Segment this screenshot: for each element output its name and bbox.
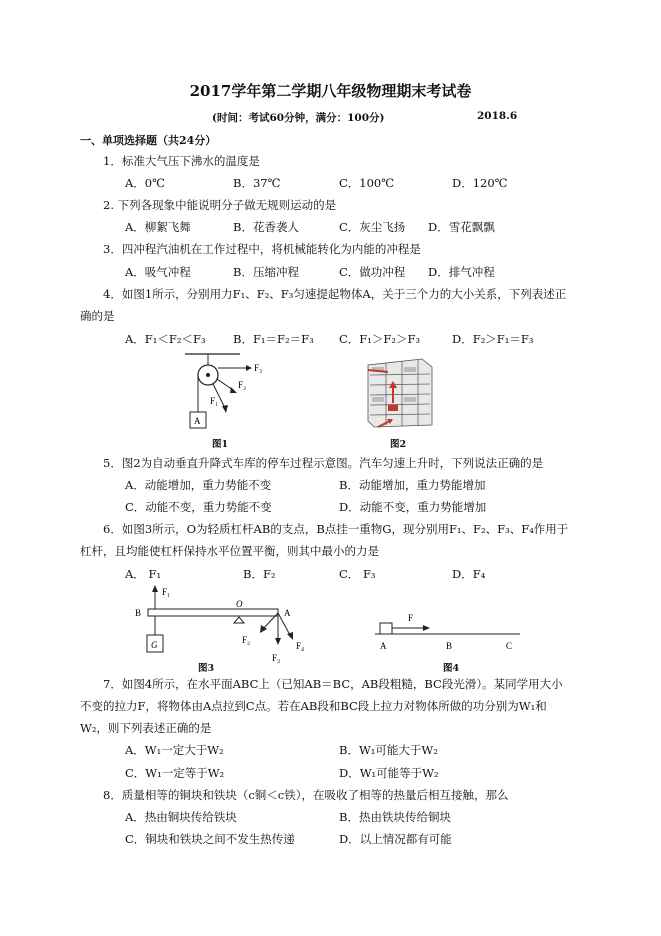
figure-1-caption: 图1 xyxy=(212,439,229,450)
exam-date: 2018.6 xyxy=(477,110,518,122)
q4-option-a: A．F₁＜F₂＜F₃ xyxy=(125,332,206,346)
car-icon xyxy=(404,397,416,402)
rising-car xyxy=(388,405,398,411)
q1-stem: 1．标准大气压下沸水的温度是 xyxy=(103,154,260,168)
q8-stem: 8．质量相等的铜块和铁块（c铜＜c铁），在吸收了相等的热量后相互接触，那么 xyxy=(103,788,509,802)
point-c-label: C xyxy=(506,641,513,651)
q2-option-d: D．雪花飘飘 xyxy=(428,220,495,234)
q7-option-b: B．W₁可能大于W₂ xyxy=(339,743,438,757)
q3-stem: 3．四冲程汽油机在工作过程中，将机械能转化为内能的冲程是 xyxy=(103,242,421,256)
q8-option-d: D．以上情况都有可能 xyxy=(339,832,452,846)
q1-option-b: B．37℃ xyxy=(233,176,281,190)
section-heading: 一、单项选择题（共24分） xyxy=(80,134,217,147)
f3-label: F₃ xyxy=(272,653,281,663)
q3-option-b: B．压缩冲程 xyxy=(233,265,299,279)
q2-option-b: B．花香袭人 xyxy=(233,220,299,234)
q2-stem: 2. 下列各现象中能说明分子做无规则运动的是 xyxy=(103,198,337,212)
q4-option-d: D．F₂＞F₁＝F₃ xyxy=(452,332,534,346)
f4-label: F₄ xyxy=(296,641,305,651)
point-b-label: B xyxy=(446,641,453,651)
q6-option-b: B．F₂ xyxy=(243,567,276,581)
q1-option-a: A．0℃ xyxy=(125,176,165,190)
f1-label: F₁ xyxy=(162,587,171,597)
force-f2-head xyxy=(230,387,237,393)
figure-1-pulley xyxy=(180,352,270,432)
figure-3-lever xyxy=(130,585,330,665)
q6-option-a: A． F₁ xyxy=(125,567,162,581)
f-label: F xyxy=(408,613,414,623)
q7-stem-line2: 不变的拉力F，将物体由A点拉到C点。若在AB段和BC段上拉力对物体所做的功分别为W₁和 xyxy=(80,699,547,713)
g-label: G xyxy=(151,640,158,650)
point-a-label: A xyxy=(380,641,387,651)
q6-stem-line1: 6．如图3所示，O为轻质杠杆AB的支点，B点挂一重物G，现分别用F₁、F₂、F₃、F₄作用于 xyxy=(103,522,569,536)
q2-option-c: C．灰尘飞扬 xyxy=(339,220,406,234)
q6-option-c: C． F₃ xyxy=(339,567,376,581)
car-icon xyxy=(404,367,416,372)
f1-label: F₁ xyxy=(210,396,219,406)
block-a-label: A xyxy=(194,416,201,426)
f2-label: F₂ xyxy=(238,380,247,390)
force-f2-arrow xyxy=(217,379,233,390)
b-label: B xyxy=(135,608,142,618)
q7-stem-line1: 7．如图4所示，在水平面ABC上（已知AB＝BC，AB段粗糙，BC段光滑）。某同学用大小 xyxy=(103,677,563,691)
o-label: O xyxy=(236,599,243,609)
q5-option-c: C．动能不变，重力势能不变 xyxy=(125,500,272,514)
q6-option-d: D．F₄ xyxy=(452,567,486,581)
pulley-axle xyxy=(206,373,210,377)
q8-option-a: A．热由铜块传给铁块 xyxy=(125,810,237,824)
q6-stem-line2: 杠杆，且均能使杠杆保持水平位置平衡，则其中最小的力是 xyxy=(80,544,379,558)
q5-option-a: A．动能增加，重力势能不变 xyxy=(125,478,272,492)
q1-option-c: C．100℃ xyxy=(339,176,395,190)
figure-4-surface xyxy=(370,605,530,655)
figure-3-caption: 图3 xyxy=(198,663,215,674)
q7-stem-line3: W₂，则下列表述正确的是 xyxy=(80,721,212,735)
car-icon xyxy=(372,397,384,402)
q7-option-c: C．W₁一定等于W₂ xyxy=(125,766,225,780)
q5-option-d: D．动能不变，重力势能增加 xyxy=(339,500,487,514)
q7-option-a: A．W₁一定大于W₂ xyxy=(125,743,224,757)
object-block xyxy=(380,623,392,634)
q3-option-a: A．吸气冲程 xyxy=(125,265,191,279)
q8-option-c: C．铜块和铁块之间不发生热传递 xyxy=(125,832,295,846)
f3-label: F₃ xyxy=(254,363,263,373)
force-f1-head xyxy=(222,405,228,413)
fulcrum xyxy=(234,617,244,623)
q5-option-b: B．动能增加，重力势能增加 xyxy=(339,478,486,492)
a-label: A xyxy=(284,608,291,618)
q3-option-c: C．做功冲程 xyxy=(339,265,406,279)
q7-option-d: D．W₁可能等于W₂ xyxy=(339,766,439,780)
q4-option-c: C．F₁＞F₂＞F₃ xyxy=(339,332,421,346)
q2-option-a: A．柳絮飞舞 xyxy=(125,220,191,234)
figure-2-parking-garage xyxy=(360,355,440,430)
q4-option-b: B．F₁＝F₂＝F₃ xyxy=(233,332,314,346)
q4-stem-line1: 4．如图1所示，分别用力F₁、F₂、F₃匀速提起物体A，关于三个力的大小关系，下列表述正 xyxy=(103,287,567,301)
f1-arrow-head xyxy=(152,585,158,592)
f3-arrow-head xyxy=(275,638,281,645)
exam-title: 2017学年第二学期八年级物理期末考试卷 xyxy=(189,82,472,100)
force-f3-head xyxy=(246,365,252,371)
q1-option-d: D．120℃ xyxy=(452,176,508,190)
lever-bar xyxy=(148,609,278,616)
figure-2-caption: 图2 xyxy=(390,439,407,450)
exam-subtitle: (时间：考试60分钟，满分：100分) xyxy=(212,112,385,124)
force-arrow-head xyxy=(423,625,430,631)
q5-stem: 5．图2为自动垂直升降式车库的停车过程示意图。汽车匀速上升时，下列说法正确的是 xyxy=(103,456,544,470)
f4-arrow-head xyxy=(287,632,293,640)
q8-option-b: B．热由铁块传给铜块 xyxy=(339,810,451,824)
f2-label: F₂ xyxy=(242,635,251,645)
figure-4-caption: 图4 xyxy=(443,663,460,674)
q4-stem-line2: 确的是 xyxy=(80,309,115,323)
q3-option-d: D．排气冲程 xyxy=(428,265,495,279)
